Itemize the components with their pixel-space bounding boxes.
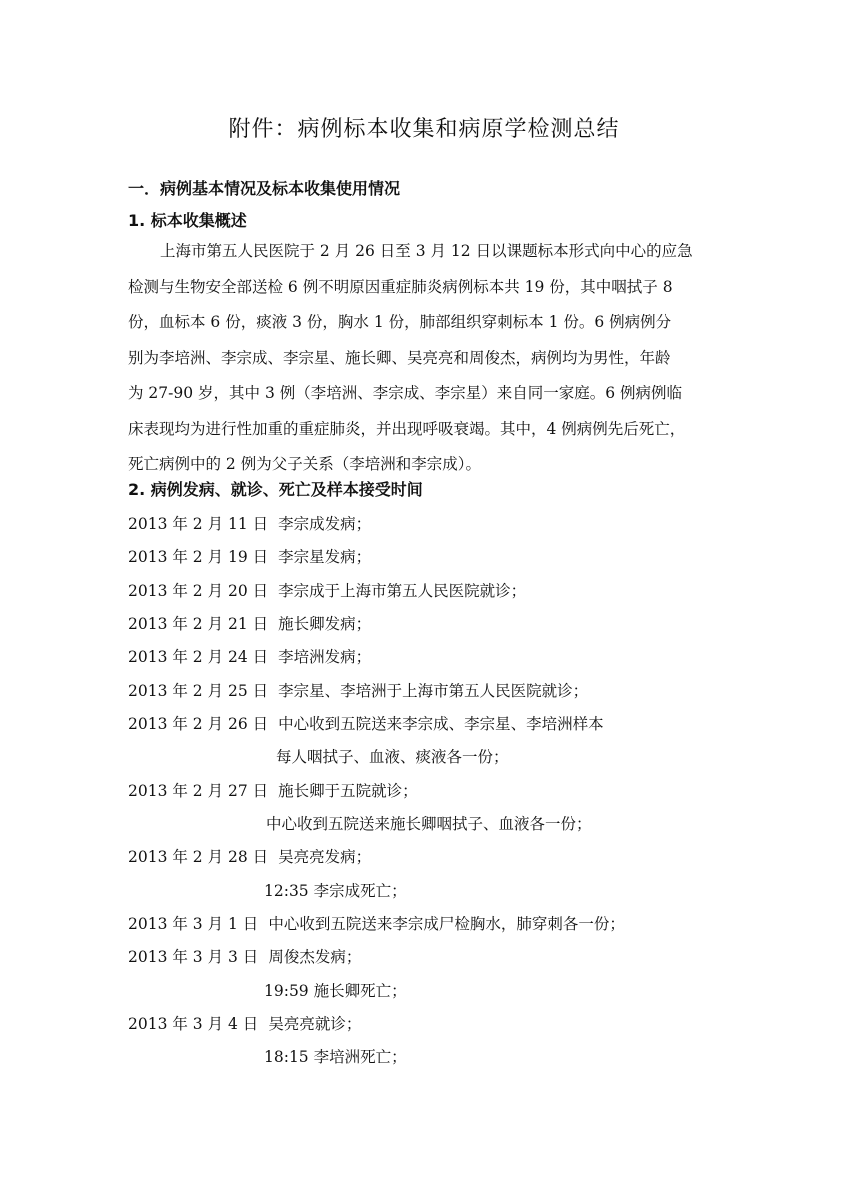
timeline-date: 2013 年 3 月 4 日 xyxy=(128,1015,259,1033)
overview-paragraph xyxy=(128,234,720,483)
paragraph-line: 别为李培洲、李宗成、李宗星、施长卿、吴亮亮和周俊杰，病例均为男性，年龄 xyxy=(128,348,671,367)
section-heading-1: 一．病例基本情况及标本收集使用情况 xyxy=(128,179,401,198)
timeline-continuation: 18:15 李培洲死亡； xyxy=(264,1048,407,1066)
timeline-entry xyxy=(128,679,588,701)
timeline-entry xyxy=(128,612,371,634)
timeline-event: 李宗星发病； xyxy=(278,548,372,566)
timeline-event: 李培洲发病； xyxy=(278,648,372,666)
timeline-entry xyxy=(128,579,526,601)
timeline-date: 2013 年 2 月 25 日 xyxy=(128,682,269,700)
timeline-event: 李宗成发病； xyxy=(278,515,372,533)
timeline-continuation: 每人咽拭子、血液、痰液各一份； xyxy=(276,748,509,766)
timeline-entry xyxy=(128,912,625,934)
paragraph-line: 死亡病例中的 2 例为父子关系（李培洲和李宗成）。 xyxy=(128,455,481,473)
timeline-date: 2013 年 3 月 3 日 xyxy=(128,948,259,966)
timeline-event: 施长卿发病； xyxy=(278,615,372,633)
timeline-event: 吴亮亮就诊； xyxy=(268,1015,362,1033)
timeline-entry xyxy=(128,545,371,567)
timeline-event: 中心收到五院送来李宗成、李宗星、李培洲样本 xyxy=(278,715,604,733)
timeline-event: 周俊杰发病； xyxy=(268,948,362,966)
timeline-entry xyxy=(128,645,371,667)
subsection-heading-1: 1. 标本收集概述 xyxy=(128,211,247,230)
timeline-date: 2013 年 2 月 21 日 xyxy=(128,615,269,633)
timeline-date: 2013 年 2 月 26 日 xyxy=(128,715,269,733)
timeline-date: 2013 年 2 月 20 日 xyxy=(128,582,269,600)
timeline-entry xyxy=(128,1012,361,1034)
timeline-date: 2013 年 3 月 1 日 xyxy=(128,915,259,933)
timeline-date: 2013 年 2 月 27 日 xyxy=(128,782,269,800)
paragraph-line: 份，血标本 6 份，痰液 3 份，胸水 1 份，肺部组织穿刺标本 1 份。6 例病例分 xyxy=(128,313,672,331)
timeline-event: 李宗星、李培洲于上海市第五人民医院就诊； xyxy=(278,682,589,700)
timeline-event: 中心收到五院送来李宗成尸检胸水，肺穿刺各一份； xyxy=(268,915,625,933)
paragraph-line: 床表现均为进行性加重的重症肺炎，并出现呼吸衰竭。其中，4 例病例先后死亡， xyxy=(128,419,686,438)
timeline-continuation: 12:35 李宗成死亡； xyxy=(264,882,407,900)
document-title: 附件：病例标本收集和病原学检测总结 xyxy=(228,117,620,142)
timeline-date: 2013 年 2 月 28 日 xyxy=(128,848,269,866)
timeline-event: 施长卿于五院就诊； xyxy=(278,782,418,800)
timeline-event: 吴亮亮发病； xyxy=(278,848,372,866)
paragraph-line: 为 27-90 岁，其中 3 例（李培洲、李宗成、李宗星）来自同一家庭。6 例病例临 xyxy=(128,384,683,402)
timeline-entry xyxy=(128,712,604,734)
timeline-entry xyxy=(128,845,371,867)
paragraph-line: 上海市第五人民医院于 2 月 26 日至 3 月 12 日以课题标本形式向中心的应急 xyxy=(160,242,693,260)
subsection-heading-2: 2. 病例发病、就诊、死亡及样本接受时间 xyxy=(128,480,423,499)
timeline-date: 2013 年 2 月 11 日 xyxy=(128,515,269,533)
timeline-entry xyxy=(128,512,371,534)
timeline-date: 2013 年 2 月 19 日 xyxy=(128,548,269,566)
paragraph-line: 检测与生物安全部送检 6 例不明原因重症肺炎病例标本共 19 份，其中咽拭子 8 xyxy=(128,277,673,296)
timeline-entry xyxy=(128,945,361,967)
timeline-continuation: 中心收到五院送来施长卿咽拭子、血液各一份； xyxy=(266,815,592,833)
timeline-date: 2013 年 2 月 24 日 xyxy=(128,648,269,666)
timeline-event: 李宗成于上海市第五人民医院就诊； xyxy=(278,582,527,600)
timeline-continuation: 19:59 施长卿死亡； xyxy=(264,982,407,1000)
timeline-entry xyxy=(128,779,418,801)
